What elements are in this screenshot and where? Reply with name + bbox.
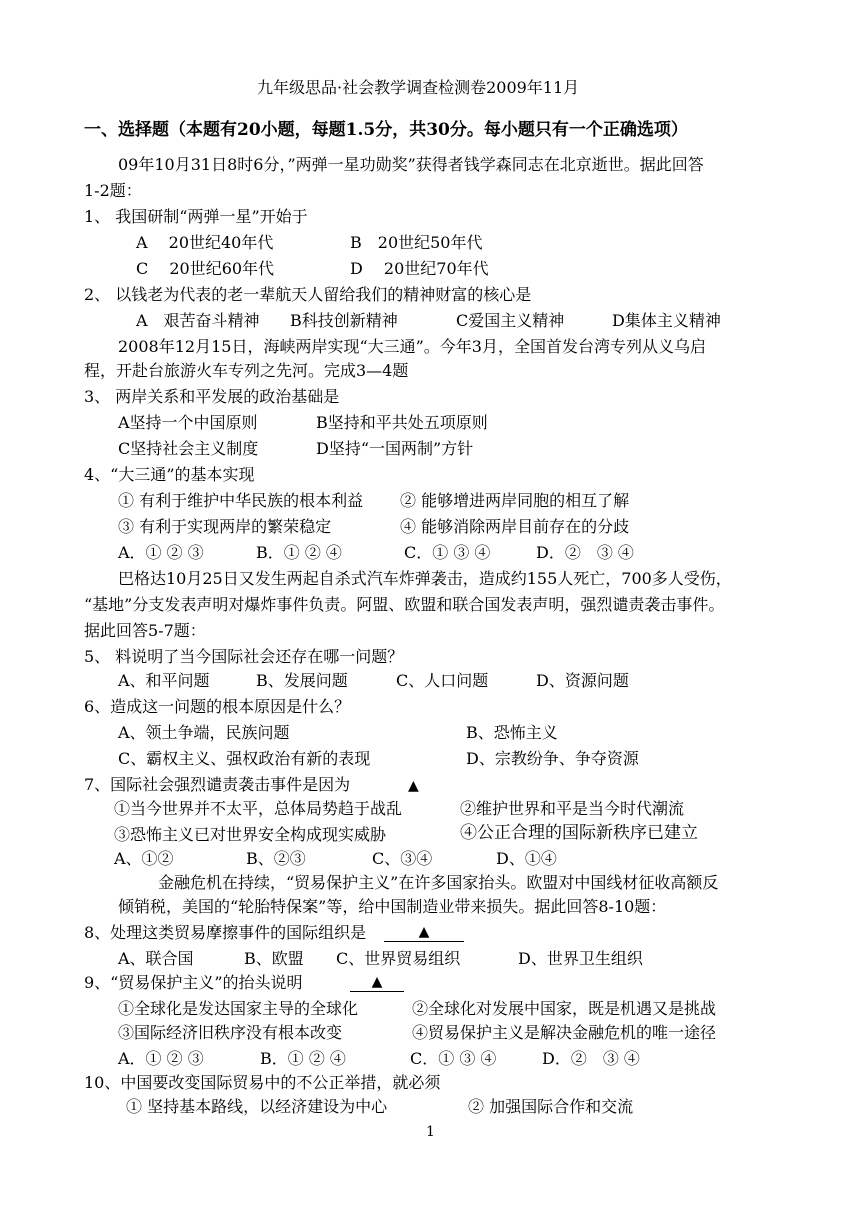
question-3-option-c: C坚持社会主义制度	[118, 439, 259, 458]
section-heading: 一、选择题（本题有20小题，每题1.5分，共30分。每小题只有一个正确选项）	[84, 120, 688, 140]
question-3-option-d: D坚持“一国两制”方针	[316, 439, 474, 458]
question-8-stem: 8、处理这类贸易摩擦事件的国际组织是	[84, 923, 367, 942]
question-4-option-d: D．② ③ ④	[536, 543, 634, 562]
question-4-statement-2: ② 能够增进两岸同胞的相互了解	[400, 491, 630, 510]
question-7-stem: 7、国际社会强烈谴责袭击事件是因为	[84, 775, 351, 794]
question-6-option-a: A、领土争端，民族问题	[118, 723, 290, 742]
question-2-option-a: A 艰苦奋斗精神	[136, 311, 260, 330]
question-4-option-b: B．① ② ④	[256, 543, 342, 562]
passage-1-line-1: 09年10月31日8时6分，”两弹一星功勋奖”获得者钱学森同志在北京逝世。据此回答	[118, 155, 704, 174]
question-4-statement-3: ③ 有利于实现两岸的繁荣稳定	[118, 517, 332, 536]
question-3-option-a: A坚持一个中国原则	[118, 413, 258, 432]
answer-blank	[350, 973, 404, 992]
question-3-option-b: B坚持和平共处五项原则	[316, 413, 488, 432]
page-title: 九年级思品·社会教学调查检测卷2009年11月	[257, 78, 580, 97]
question-9-statement-3: ③国际经济旧秩序没有根本改变	[118, 1023, 343, 1042]
question-7-option-c: C、③④	[372, 849, 433, 868]
passage-4-line-1: 金融危机在持续，“贸易保护主义”在许多国家抬头。欧盟对中国线材征收高额反	[158, 873, 719, 892]
question-7-option-d: D、①④	[496, 849, 557, 868]
question-7-statement-2: ②维护世界和平是当今时代潮流	[460, 799, 685, 818]
question-7-statement-1: ①当今世界并不太平，总体局势趋于战乱	[114, 799, 403, 818]
question-2-stem: 2、 以钱老为代表的老一辈航天人留给我们的精神财富的核心是	[84, 285, 532, 304]
question-4-stem: 4、“大三通”的基本实现	[84, 465, 255, 484]
question-5-option-b: B、发展问题	[256, 671, 348, 690]
question-9-option-b: B．① ② ④	[260, 1049, 346, 1068]
question-9-stem: 9、“贸易保护主义”的抬头说明	[84, 973, 303, 992]
question-1-option-c: C 20世纪60年代	[136, 259, 275, 278]
question-9-option-c: C．① ③ ④	[410, 1049, 497, 1068]
question-8-option-a: A、联合国	[118, 949, 194, 968]
question-5-option-c: C、人口问题	[396, 671, 489, 690]
question-7-statement-3: ③恐怖主义已对世界安全构成现实威胁	[114, 825, 387, 844]
question-6-stem: 6、造成这一问题的根本原因是什么？	[84, 697, 351, 716]
question-10-statement-2: ② 加强国际合作和交流	[468, 1097, 634, 1116]
question-10-statement-1: ① 坚持基本路线，以经济建设为中心	[126, 1097, 388, 1116]
passage-3-line-3: 据此回答5-7题：	[84, 621, 206, 640]
question-8-option-d: D、世界卫生组织	[518, 949, 643, 968]
question-5-option-d: D、资源问题	[536, 671, 629, 690]
question-4-option-c: C．① ③ ④	[404, 543, 491, 562]
passage-1-line-2: 1-2题：	[84, 181, 142, 200]
question-6-option-c: C、霸权主义、强权政治有新的表现	[118, 749, 371, 768]
answer-blank-marker: ▲	[418, 924, 430, 940]
question-6-option-d: D、宗教纷争、争夺资源	[466, 749, 639, 768]
question-10-stem: 10、中国要改变国际贸易中的不公正举措，就必须	[84, 1073, 441, 1092]
answer-blank	[384, 923, 464, 942]
question-7-option-a: A、①②	[114, 849, 174, 868]
question-5-option-a: A、和平问题	[118, 671, 210, 690]
page-number: 1	[426, 1124, 435, 1140]
question-1-option-b: B 20世纪50年代	[350, 233, 483, 252]
question-2-option-b: B科技创新精神	[290, 311, 398, 330]
question-7-statement-4: ④公正合理的国际新秩序已建立	[460, 823, 698, 843]
question-1-stem: 1、 我国研制“两弹一星”开始于	[84, 207, 308, 226]
question-1-option-a: A 20世纪40年代	[136, 233, 274, 252]
question-9-statement-4: ④贸易保护主义是解决金融危机的唯一途径	[412, 1023, 717, 1042]
passage-4-line-2: 倾销税，美国的“轮胎特保案”等，给中国制造业带来损失。据此回答8-10题：	[118, 897, 667, 916]
passage-2-line-2: 程，开赴台旅游火车专列之先河。完成3—4题	[84, 361, 409, 380]
question-4-statement-1: ① 有利于维护中华民族的根本利益	[118, 491, 364, 510]
question-9-option-d: D．② ③ ④	[542, 1049, 640, 1068]
passage-2-line-1: 2008年12月15日，海峡两岸实现“大三通”。今年3月，全国首发台湾专列从义乌启	[118, 337, 706, 356]
question-6-option-b: B、恐怖主义	[466, 723, 558, 742]
question-4-statement-4: ④ 能够消除两岸目前存在的分歧	[400, 517, 630, 536]
question-9-statement-2: ②全球化对发展中国家，既是机遇又是挑战	[412, 999, 717, 1018]
answer-blank-marker: ▲	[408, 778, 419, 794]
question-8-option-b: B、欧盟	[244, 949, 304, 968]
question-9-statement-1: ①全球化是发达国家主导的全球化	[118, 999, 359, 1018]
passage-3-line-1: 巴格达10月25日又发生两起自杀式汽车炸弹袭击，造成约155人死亡，700多人受伤，	[118, 569, 732, 588]
question-7-option-b: B、②③	[246, 849, 306, 868]
question-2-option-c: C爱国主义精神	[456, 311, 565, 330]
question-8-option-c: C、世界贸易组织	[336, 949, 461, 968]
question-5-stem: 5、 料说明了当今国际社会还存在哪一问题？	[84, 647, 404, 666]
question-3-stem: 3、 两岸关系和平发展的政治基础是	[84, 387, 340, 406]
question-1-option-d: D 20世纪70年代	[350, 259, 489, 278]
question-9-option-a: A．① ② ③	[118, 1049, 204, 1068]
passage-3-line-2: “基地”分支发表声明对爆炸事件负责。阿盟、欧盟和联合国发表声明，强烈谴责袭击事件。	[84, 595, 725, 614]
question-2-option-d: D集体主义精神	[612, 311, 721, 330]
question-4-option-a: A．① ② ③	[118, 543, 204, 562]
answer-blank-marker: ▲	[371, 974, 383, 990]
